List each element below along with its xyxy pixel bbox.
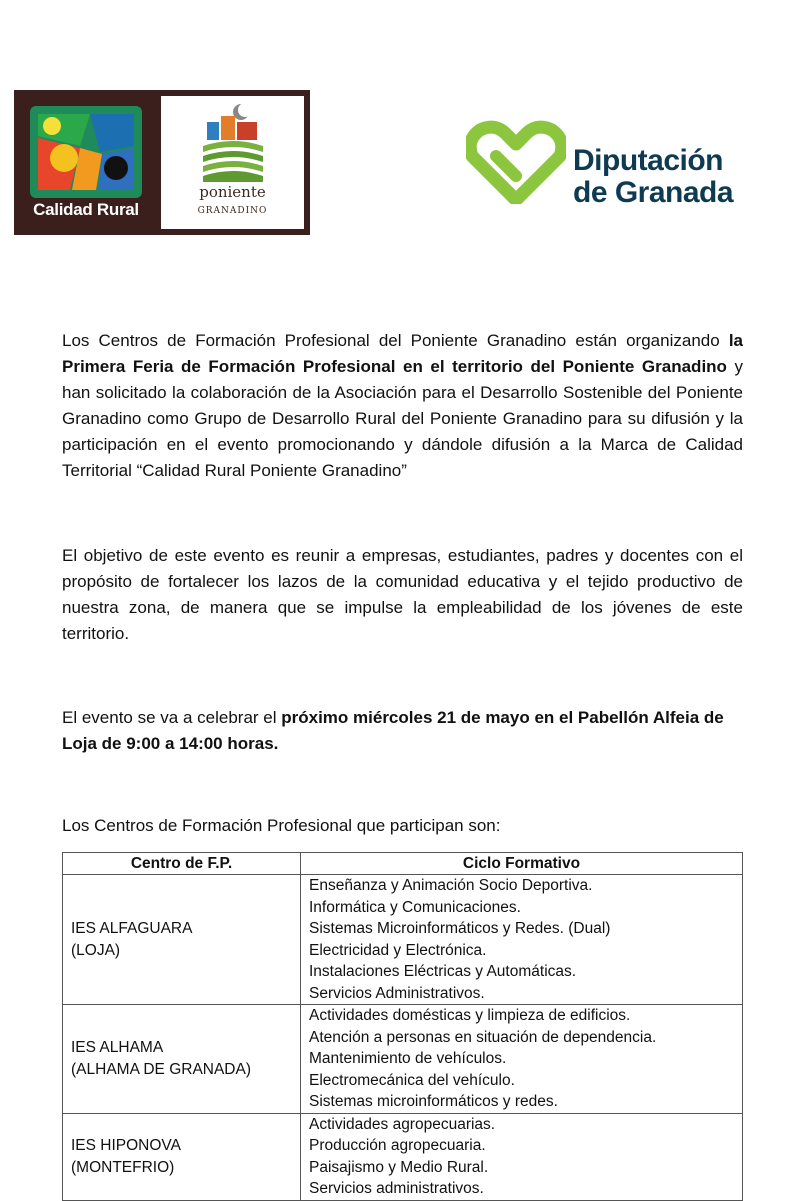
event-paragraph [62, 705, 743, 757]
poniente-granadino-logo [161, 96, 304, 229]
center-name: IES ALFAGUARA [71, 920, 193, 937]
granadino-label: granadino [197, 202, 268, 217]
cycle-item: Actividades domésticas y limpieza de edificios. [309, 1007, 631, 1024]
cycle-item: Servicios administrativos. [309, 1180, 484, 1197]
calidad-rural-emblem [14, 90, 158, 235]
intro-text-1: Los Centros de Formación Profesional del Poniente Granadino están organizando [62, 331, 729, 350]
center-location: (ALHAMA DE GRANADA) [71, 1060, 252, 1078]
center-name: IES HIPONOVA [71, 1137, 181, 1154]
center-cell [63, 1113, 301, 1200]
cycle-item: Mantenimiento de vehículos. [309, 1050, 507, 1067]
cycle-item: Enseñanza y Animación Socio Deportiva. [309, 877, 593, 894]
cycle-item: Electricidad y Electrónica. [309, 941, 487, 959]
cycle-item: Atención a personas en situación de dependencia. [309, 1028, 657, 1046]
poniente-granadino-emblem-icon [201, 102, 265, 182]
cycle-item: Producción agropecuaria. [309, 1137, 486, 1154]
event-details-bold: próximo miércoles 21 de mayo en el Pabellón Alfeia de Loja de 9:00 a 14:00 horas. [62, 708, 724, 753]
cycle-item: Sistemas microinformáticos y redes. [309, 1093, 558, 1110]
header-center: Centro de F.P. [63, 853, 301, 875]
diputacion-heart-icon [466, 120, 566, 204]
table-row [63, 1113, 743, 1200]
cycle-item: Informática y Comunicaciones. [309, 898, 521, 916]
intro-bold: la Primera Feria de Formación Profesional en el territorio del Poniente Granadino [62, 331, 743, 376]
cycle-item: Paisajismo y Medio Rural. [309, 1158, 489, 1176]
cycles-cell [301, 1113, 743, 1200]
table-row [63, 875, 743, 1005]
cycles-cell [301, 875, 743, 1005]
diputacion-granada-wordmark [573, 145, 733, 209]
header-cycle: Ciclo Formativo [301, 853, 743, 875]
table-header-row [63, 853, 743, 875]
centers-intro: Los Centros de Formación Profesional que participan son: [62, 816, 501, 835]
cycle-item: Sistemas Microinformáticos y Redes. (Dual) [309, 920, 611, 937]
diputacion-line: Diputación [573, 144, 723, 177]
table-row [63, 1005, 743, 1114]
center-location: (MONTEFRIO) [71, 1158, 175, 1176]
cycle-item: Actividades agropecuarias. [309, 1115, 496, 1133]
center-name: IES ALHAMA [71, 1039, 164, 1057]
cycle-item: Servicios Administrativos. [309, 984, 485, 1002]
de-granada-line: de Granada [573, 176, 734, 209]
event-text: El evento se va a celebrar el [62, 708, 282, 727]
intro-text-2: y han solicitado la colaboración de la Asociación para el Desarrollo Sostenible del Poniente Granadino como Grupo de Desarrollo Rural del Poniente Granadino para su difusión y la participación en el evento promocionando y dándole difusión a la Marca de Calidad Territorial “Calidad Rural Poniente Granadino” [62, 357, 743, 480]
intro-paragraph [62, 328, 743, 484]
calidad-rural-logo [14, 90, 310, 235]
cycle-item: Instalaciones Eléctricas y Automáticas. [309, 963, 577, 980]
cycles-cell [301, 1005, 743, 1114]
center-location: (LOJA) [71, 941, 121, 959]
cycle-item: Electromecánica del vehículo. [309, 1071, 515, 1089]
objective-paragraph: El objetivo de este evento es reunir a empresas, estudiantes, padres y docentes con el propósito de fortalecer los lazos de la comunidad educativa y el tejido productivo de nuestra zona, de manera que se impulse la empleabilidad de los jóvenes de este territorio. [62, 546, 743, 643]
poniente-label: poniente [199, 183, 266, 201]
center-cell [63, 1005, 301, 1114]
centers-table [62, 852, 743, 1201]
calidad-rural-label: Calidad Rural [33, 200, 139, 219]
calidad-rural-mosaic-icon [30, 106, 142, 198]
center-cell [63, 875, 301, 1005]
